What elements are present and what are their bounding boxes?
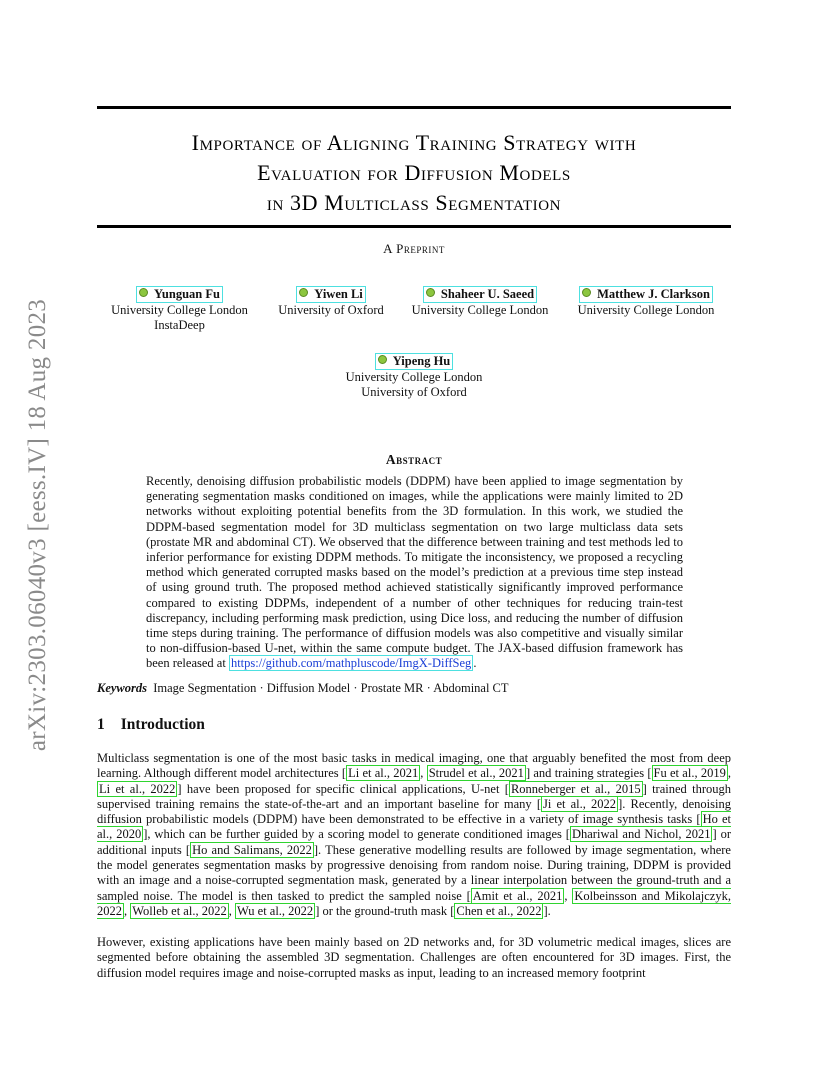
abstract-heading: Abstract bbox=[385, 452, 443, 467]
citation-link[interactable]: Ho et al., 2020 bbox=[97, 812, 731, 842]
author-block-5 bbox=[314, 353, 514, 400]
section-number: 1 bbox=[97, 716, 105, 733]
author-name-link[interactable]: Yiwen Li bbox=[296, 286, 366, 303]
intro-paragraph-1 bbox=[97, 751, 731, 919]
paragraph-text: ]. Recently, denoising diffusion probabilistic models (DDPM) have been demonstrated to be effective in a variety of image synthesis tasks [ bbox=[97, 796, 731, 827]
orcid-icon[interactable] bbox=[426, 288, 435, 297]
author-affiliation: University of Oxford bbox=[361, 385, 467, 399]
paragraph-text: ]. bbox=[543, 903, 551, 918]
orcid-icon[interactable] bbox=[582, 288, 591, 297]
paragraph-text: ]. These generative modelling results are followed by image segmentation, where the model generates segmentation masks by progressive denoising from random noise. During training, DDPM is provided with an image and a noise-corrupted segmentation mask, generated by a linear interpolation between the ground-truth and a sampled noise. The model is then tasked to predict the sampled noise [ bbox=[97, 842, 731, 903]
orcid-icon[interactable] bbox=[378, 355, 387, 364]
citation-link[interactable]: Ronneberger et al., 2015 bbox=[510, 781, 641, 796]
paragraph-text: ] or additional inputs [ bbox=[97, 827, 731, 857]
paragraph-text: ] trained through supervised training remains the state-of-the-art and an important baseline for many [ bbox=[97, 781, 731, 811]
author-affiliation: InstaDeep bbox=[154, 318, 205, 332]
keywords bbox=[97, 681, 731, 696]
keywords-list: Image Segmentation · Diffusion Model · Prostate MR · Abdominal CT bbox=[153, 681, 509, 695]
citation-link[interactable]: Li et al., 2021 bbox=[348, 766, 419, 781]
citation-link[interactable]: Kolbeinsson and Mikolajczyk, 2022 bbox=[97, 888, 731, 918]
arxiv-id: arXiv:2303.06040v3 [eess.IV] 18 Aug 2023 bbox=[24, 298, 51, 752]
preprint-label: A Preprint bbox=[383, 241, 445, 256]
abstract-text: Recently, denoising diffusion probabilistic models (DDPM) have been applied to image segmentation by generating segmentation masks conditioned on images, while the applications were mainly limited to 2D networks without exploiting potential benefits from the 3D formulation. In this work, we studied the DDPM-based segmentation model for 3D multiclass segmentation on two large multiclass data sets (prostate MR and abdominal CT). We observed that the difference between training and test methods led to inferior performance for existing DDPM methods. To mitigate the inconsistency, we proposed a recycling method which generated corrupted masks based on the model’s prediction at a previous time step instead of using ground truth. The proposed method achieved statistically significantly improved performance compared to existing DDPMs, independent of a number of other techniques for reducing train-test discrepancy, including performing mask prediction, using Dice loss, and reducing the number of diffusion time steps during training. The performance of diffusion models was also competitive and visually similar to non-diffusion-based U-net, within the same compute budget. The JAX-based diffusion framework has been released at https://github.com/mathpluscode/ImgX-DiffSeg . bbox=[146, 474, 683, 671]
author-name-link[interactable]: Yipeng Hu bbox=[375, 353, 454, 370]
citation-link[interactable]: Dhariwal and Nichol, 2021 bbox=[571, 827, 711, 842]
paragraph-text: , bbox=[564, 888, 573, 903]
title-line-3: in 3D Multiclass Segmentation bbox=[266, 190, 562, 215]
repository-link[interactable]: https://github.com/mathpluscode/ImgX-DiffSeg bbox=[230, 656, 472, 671]
section-heading-introduction bbox=[97, 716, 205, 734]
paragraph-text: , bbox=[420, 766, 427, 781]
author-affiliation: University College London bbox=[577, 303, 715, 317]
author-block-3 bbox=[400, 286, 560, 318]
citation-link[interactable]: Fu et al., 2019 bbox=[653, 766, 726, 781]
intro-paragraph-2: However, existing applications have been mainly based on 2D networks and, for 3D volumetric medical images, slices are segmented before obtaining the assembled 3D segmentation. Challenges are often encountered for 3D images. First, the diffusion model requires image and noise-corrupted masks as input, leading to an increased memory footprint bbox=[97, 935, 731, 980]
citation-link[interactable]: Li et al., 2022 bbox=[99, 781, 176, 796]
paragraph-text: , bbox=[124, 903, 131, 918]
author-affiliation: University College London bbox=[411, 303, 549, 317]
author-name-link[interactable]: Matthew J. Clarkson bbox=[579, 286, 713, 303]
author-block-1 bbox=[97, 286, 262, 333]
paper-title bbox=[97, 128, 731, 218]
author-block-4 bbox=[564, 286, 728, 318]
author-name-link[interactable]: Yunguan Fu bbox=[136, 286, 223, 303]
paragraph-text: Multiclass segmentation is one of the most basic tasks in medical imaging, one that arguably benefited the most from deep learning. Although different model architectures [ bbox=[97, 751, 731, 781]
citation-link[interactable]: Strudel et al., 2021 bbox=[428, 766, 524, 781]
title-line-1: Importance of Aligning Training Strategy with bbox=[191, 130, 637, 155]
arxiv-sidebar-stamp bbox=[20, 275, 56, 775]
title-top-rule bbox=[97, 106, 731, 109]
author-name-link[interactable]: Shaheer U. Saeed bbox=[423, 286, 537, 303]
citation-link[interactable]: Amit et al., 2021 bbox=[472, 888, 563, 903]
paragraph-text: , bbox=[228, 903, 235, 918]
paragraph-text: ] or the ground-truth mask [ bbox=[315, 903, 455, 918]
paragraph-text: ] and training strategies [ bbox=[525, 766, 652, 781]
author-affiliation: University College London bbox=[345, 370, 483, 384]
paragraph-text: , bbox=[727, 766, 731, 781]
paragraph-text: ], which can be further guided by a scoring model to generate conditioned images [ bbox=[143, 827, 570, 842]
title-line-2: Evaluation for Diffusion Models bbox=[257, 160, 571, 185]
citation-link[interactable]: Wu et al., 2022 bbox=[236, 903, 314, 918]
keywords-label: Keywords bbox=[97, 681, 147, 695]
citation-link[interactable]: Ho and Salimans, 2022 bbox=[192, 842, 312, 857]
citation-link[interactable]: Wolleb et al., 2022 bbox=[132, 903, 227, 918]
orcid-icon[interactable] bbox=[139, 288, 148, 297]
citation-link[interactable]: Ji et al., 2022 bbox=[542, 796, 617, 811]
citation-link[interactable]: Chen et al., 2022 bbox=[456, 903, 542, 918]
section-title: Introduction bbox=[120, 716, 205, 733]
author-affiliation: University of Oxford bbox=[278, 303, 384, 317]
author-block-2 bbox=[265, 286, 397, 318]
paragraph-text: ] have been proposed for specific clinical applications, U-net [ bbox=[177, 781, 509, 796]
orcid-icon[interactable] bbox=[299, 288, 308, 297]
title-bottom-rule bbox=[97, 225, 731, 228]
author-affiliation: University College London bbox=[111, 303, 248, 317]
